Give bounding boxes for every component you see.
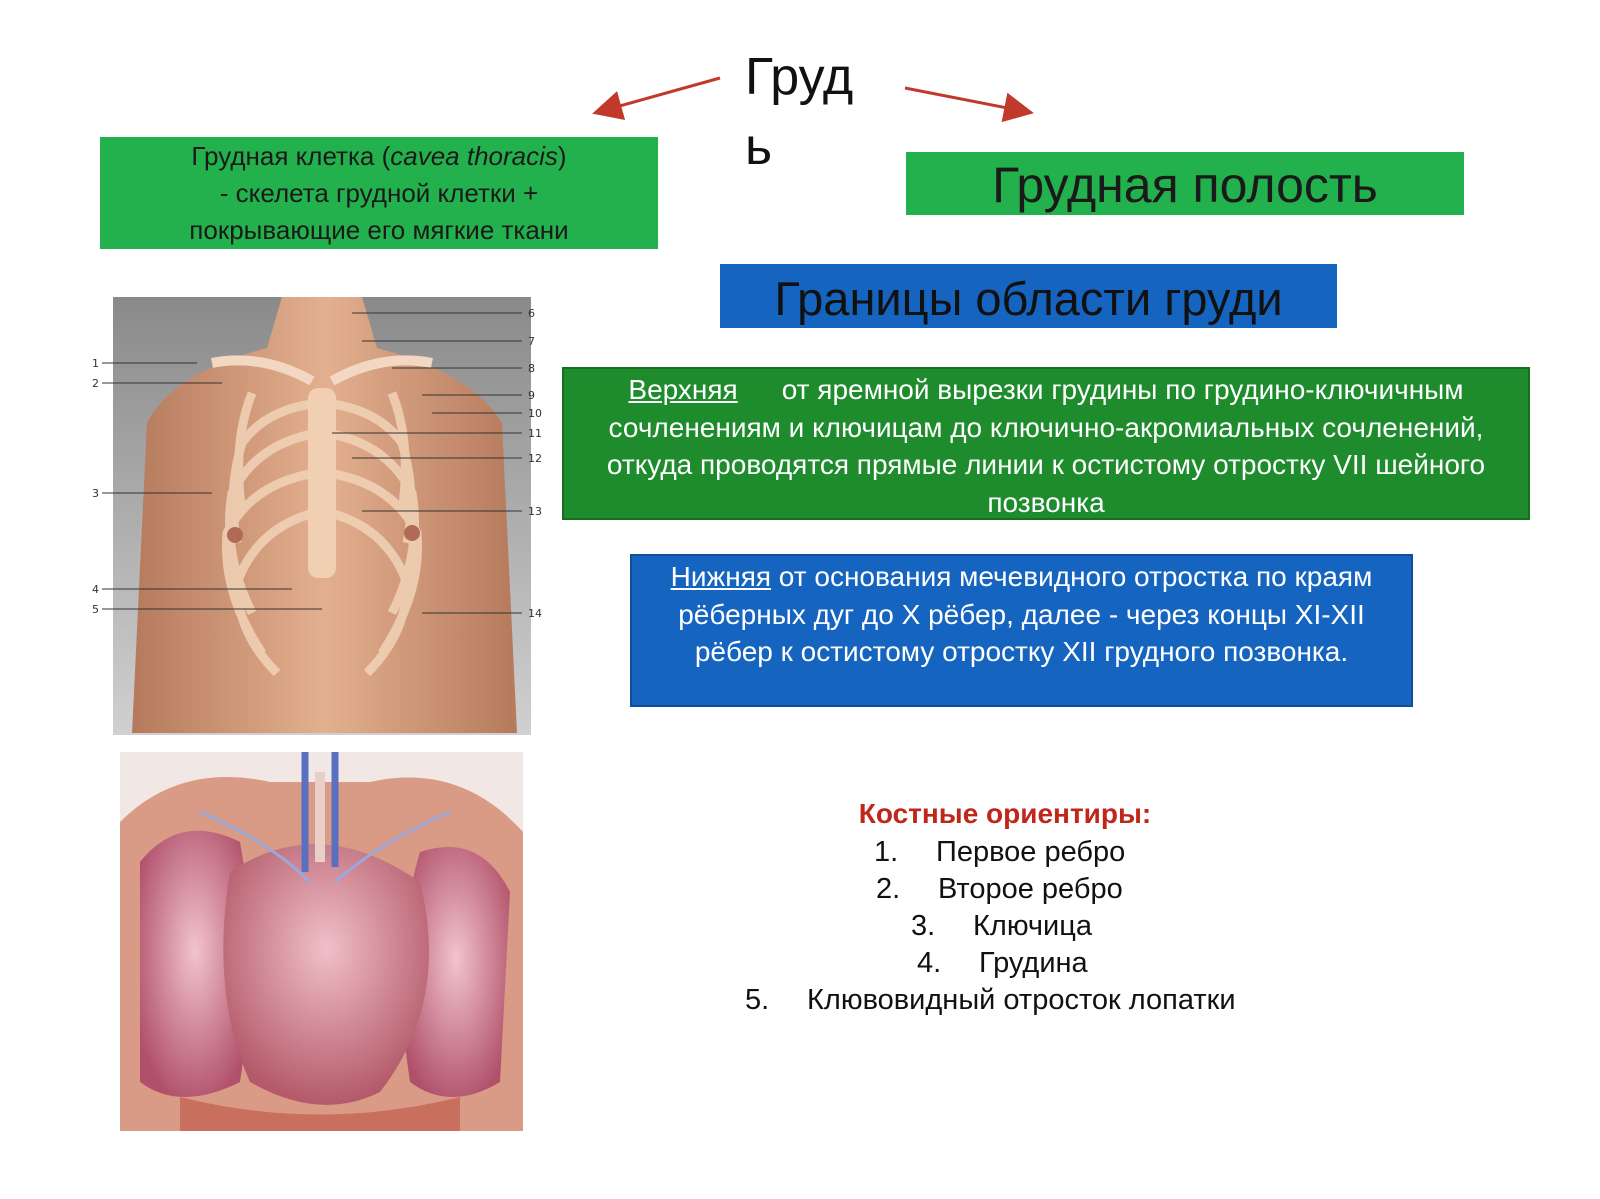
marker-9: 9 (528, 389, 535, 402)
sternum (308, 388, 336, 578)
lower-term: Нижняя (670, 561, 772, 592)
marker-6: 6 (528, 307, 535, 320)
thoracic-cavity-box: Грудная полость (906, 152, 1464, 215)
marker-12: 12 (528, 452, 542, 465)
trachea (315, 772, 325, 862)
marker-5: 5 (92, 603, 99, 616)
cage-prefix: Грудная клетка ( (191, 141, 391, 171)
landmark-item (911, 908, 1092, 944)
marker-10: 10 (528, 407, 542, 420)
landmark-label: Грудина (979, 947, 1088, 979)
landmark-item (917, 945, 1088, 981)
torso-ribcage-figure (92, 293, 562, 735)
marker-11: 11 (528, 427, 542, 440)
page-title: Грудь (745, 48, 854, 176)
lower-boundary-box (630, 554, 1413, 707)
marker-1: 1 (92, 357, 99, 370)
lower-text: от основания мечевидного отростка по краям рёберных дуг до X рёбер, далее - через концы XI-XII рёбер к остистому отростку XII грудного позвонка. (678, 561, 1373, 667)
landmark-label: Второе ребро (938, 873, 1123, 905)
marker-2: 2 (92, 377, 99, 390)
thoracic-organs-figure (120, 752, 523, 1131)
landmark-num: 5. (745, 984, 770, 1016)
right-nipple (404, 525, 420, 541)
landmarks-title: Костные ориентиры: (858, 798, 1152, 829)
cage-line3: покрывающие его мягкие ткани (189, 215, 569, 245)
marker-13: 13 (528, 505, 542, 518)
marker-4: 4 (92, 583, 99, 596)
landmark-num: 3. (911, 910, 936, 942)
marker-14: 14 (528, 607, 542, 620)
marker-3: 3 (92, 487, 99, 500)
landmark-label: Первое ребро (936, 836, 1126, 868)
landmark-item (876, 871, 1123, 907)
upper-term: Верхняя (628, 374, 738, 405)
landmark-label: Клювовидный отросток лопатки (807, 984, 1236, 1016)
left-nipple (227, 527, 243, 543)
arrow-right (905, 88, 1028, 112)
cage-line2: - скелета грудной клетки + (219, 178, 539, 208)
upper-text: от яремной вырезки грудины по грудино-ключичным сочленениям и ключицам до ключично-акромиальных сочленений, откуда проводятся прямые линии к остистому отростку VII шейного позвонка (606, 374, 1486, 518)
marker-8: 8 (528, 362, 535, 375)
landmark-num: 4. (917, 947, 942, 979)
upper-boundary-box (562, 367, 1530, 520)
arrow-left (598, 78, 720, 112)
cage-latin: cavea thoracis (390, 141, 558, 171)
cage-suffix: ) (557, 141, 567, 171)
landmark-item (745, 982, 1236, 1018)
landmark-item (874, 834, 1125, 870)
landmark-num: 1. (874, 836, 899, 868)
marker-7: 7 (528, 335, 535, 348)
borders-heading: Границы области груди (720, 264, 1337, 328)
landmark-num: 2. (876, 873, 901, 905)
landmark-label: Ключица (973, 910, 1092, 942)
thoracic-cage-box (100, 137, 658, 249)
